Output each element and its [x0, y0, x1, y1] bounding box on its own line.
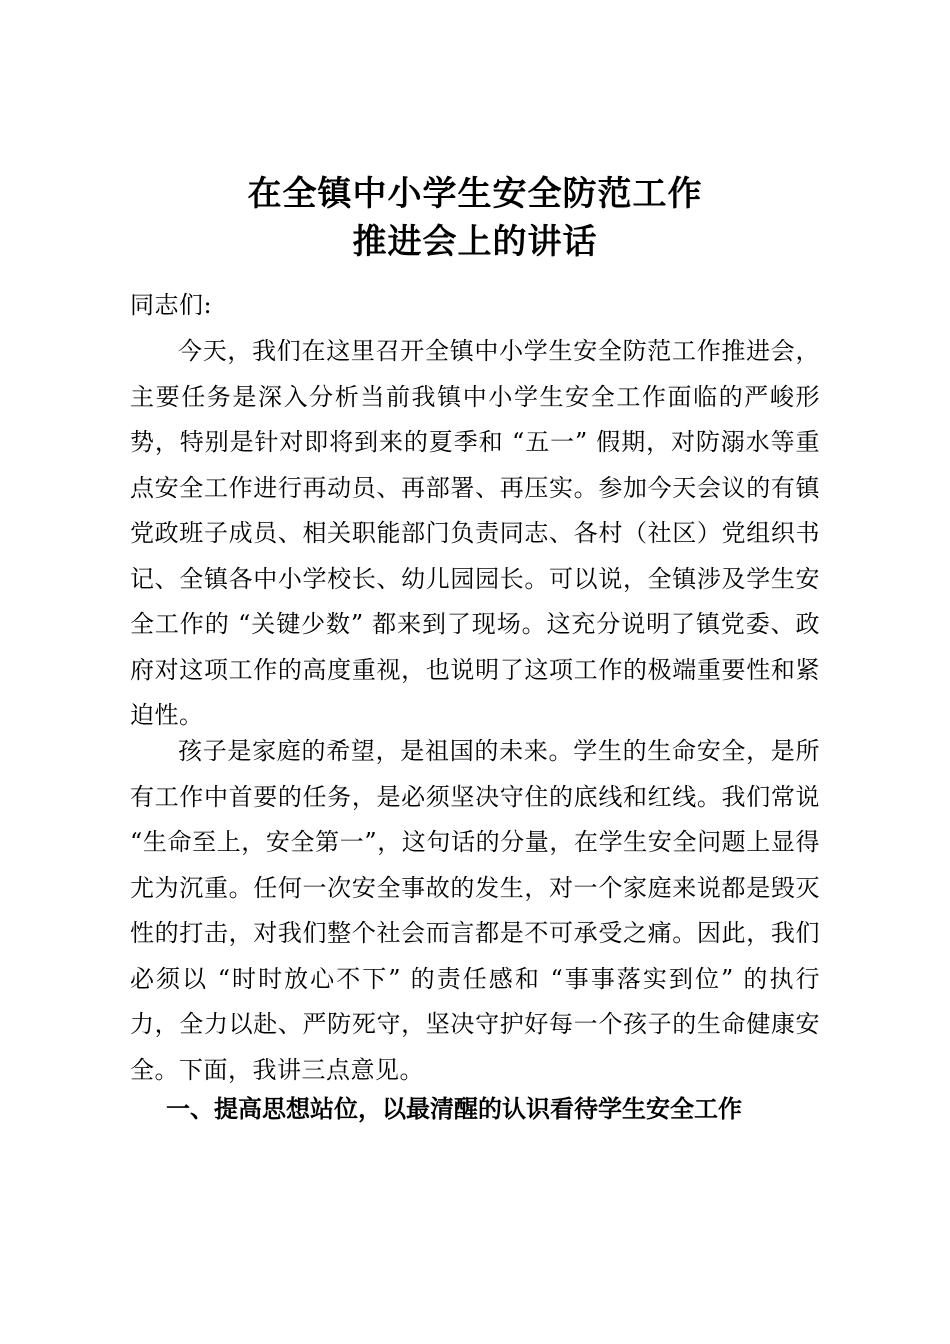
document-title-line-2: 推进会上的讲话	[352, 222, 598, 262]
greeting: 同志们:	[130, 291, 213, 319]
document-title-line-1: 在全镇中小学生安全防范工作	[247, 174, 703, 214]
section-heading-1: 一、提高思想站位，以最清醒的认识看待学生安全工作	[166, 1095, 742, 1123]
paragraph-2: 孩子是家庭的希望，是祖国的未来。学生的生命安全，是所有工作中首要的任务，是必须坚决守住的底线和红线。我们常说 “生命至上，安全第一”，这句话的分量，在学生安全问题上显得尤为沉重。任何一次安全事故的发生，对一个家庭来说都是毁灭性的打击，对我们整个社会而言都是不可承受之痛。因此，我们必须以 “时时放心不下” 的责任感和 “事事落实到位” 的执行力，全力以赴、严防死守，坚决守护好每一个孩子的生命健康安全。下面，我讲三点意见。	[130, 737, 820, 1084]
paragraph-1: 今天，我们在这里召开全镇中小学生安全防范工作推进会，主要任务是深入分析当前我镇中小学生安全工作面临的严峻形势，特别是针对即将到来的夏季和 “五一” 假期，对防溺水等重点安全工作进行再动员、再部署、再压实。参加今天会议的有镇党政班子成员、相关职能部门负责同志、各村（社区）党组织书记、全镇各中小学校长、幼儿园园长。可以说，全镇涉及学生安全工作的 “关键少数” 都来到了现场。这充分说明了镇党委、政府对这项工作的高度重视，也说明了这项工作的极端重要性和紧迫性。	[130, 337, 820, 729]
